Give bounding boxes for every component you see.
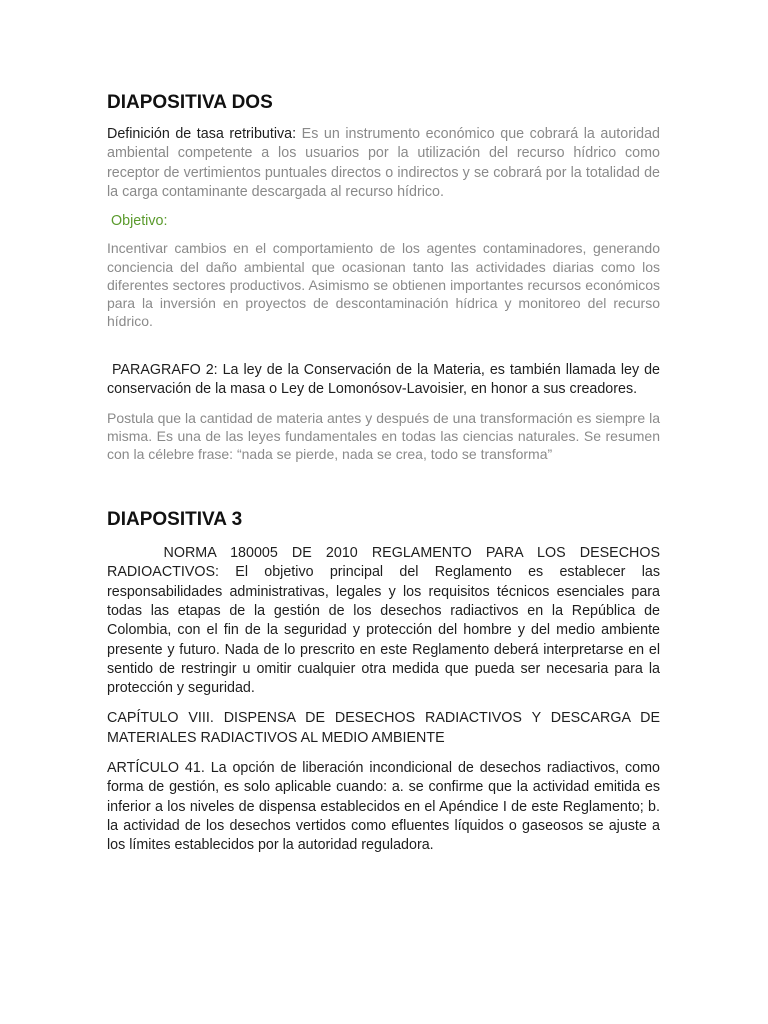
slide-three-title: DIAPOSITIVA 3 <box>107 509 243 531</box>
document-content <box>107 91 664 856</box>
postula-text: Postula que la cantidad de materia antes y después de una transformación es siempre la misma. Es una de las leyes fundamentales en todas las ciencias naturales. Se resumen con la célebre frase: “nada se pierde, nada se crea, todo se transforma” <box>107 410 660 463</box>
norma-paragraph: NORMA 180005 DE 2010 REGLAMENTO PARA LOS DESECHOS RADIOACTIVOS: El objetivo principal del Reglamento es establecer las responsabilidades administrativas, legales y los requisitos técnicos esenciales para todas las etapas de la gestión de los desechos radiactivos en la República de Colombia, con el fin de la seguridad y protección del hombre y del medio ambiente presente y futuro. Nada de lo prescrito en este Reglamento deberá interpretarse en el sentido de restringir u omitir cualquier otra medida que pueda ser necesaria para la protección y seguridad. <box>107 545 664 697</box>
objective-label: Objetivo: <box>111 213 168 230</box>
articulo-paragraph: ARTÍCULO 41. La opción de liberación incondicional de desechos radiactivos, como forma de gestión, es solo aplicable cuando: a. se confirme que la actividad emitida es inferior a los niveles de dispensa establecidos en el Apéndice I de este Reglamento; b. la actividad de los desechos vertidos como efluentes líquidos o gaseosos se ajuste a los límites establecidos por la autoridad reguladora. <box>107 760 660 854</box>
slide-two-title: DIAPOSITIVA DOS <box>107 92 273 113</box>
paragraph-two-text: PARAGRAFO 2: La ley de la Conservación de la Materia, es también llamada ley de conservación de la masa o Ley de Lomonósov-Lavoisier, en honor a sus creadores. <box>107 361 664 397</box>
definition-text: Es un instrumento económico que cobrará la autoridad ambiental competente a los usuarios por la utilización del recurso hídrico como receptor de vertimientos puntuales directos o indirectos y se cobrará por la totalidad de la carga contaminante descargada al recurso hídrico. <box>107 126 660 200</box>
objective-text: Incentivar cambios en el comportamiento de los agentes contaminadores, generando conciencia del daño ambiental que ocasionan tanto las actividades diarias como los diferentes sectores productivos. Asimismo se obtienen importantes recursos económicos para la inversión en proyectos de descontaminación hídrica y monitoreo del recurso hídrico. <box>107 240 660 330</box>
capitulo-paragraph: CAPÍTULO VIII. DISPENSA DE DESECHOS RADIACTIVOS Y DESCARGA DE MATERIALES RADIACTIVOS AL MEDIO AMBIENTE <box>107 710 660 746</box>
definition-paragraph <box>107 125 660 202</box>
definition-label: Definición de tasa retributiva: <box>107 126 297 142</box>
